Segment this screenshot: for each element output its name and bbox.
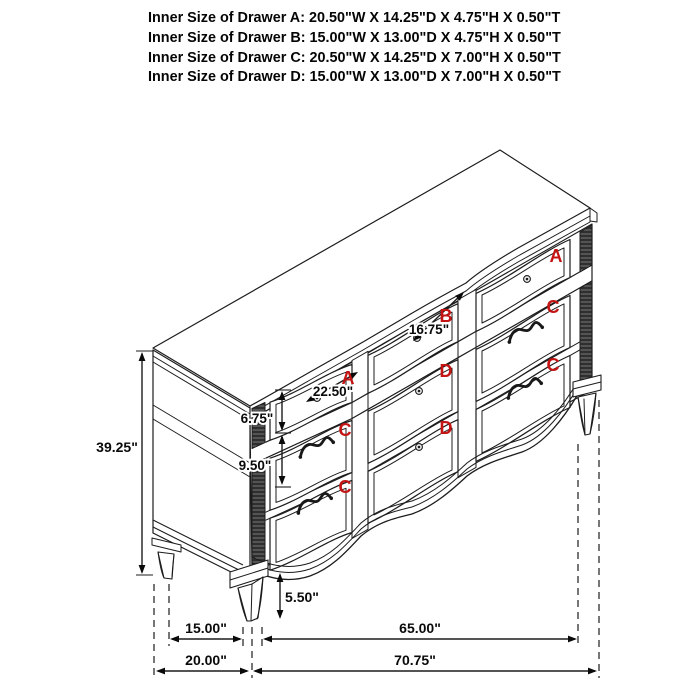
header-line-d: Inner Size of Drawer D: 15.00"W X 13.00"D X 7.00"H X 0.50"T (148, 69, 561, 86)
drawer-label-left-bottom: C (338, 477, 352, 497)
dim-leg-depth-span: 15.00" (185, 620, 227, 636)
drawer-label-mid-top: B (439, 306, 453, 326)
drawer-label-mid-bottom: D (439, 418, 453, 438)
dim-top-drawer-height: 6.75" (240, 411, 274, 426)
drawer-label-left-top: A (341, 368, 355, 388)
header-line-c: Inner Size of Drawer C: 20.50"W X 14.25"D X 7.00"H X 0.50"T (148, 49, 561, 66)
drawer-label-right-top: A (549, 246, 563, 266)
drawer-label-right-mid: C (546, 297, 560, 317)
dim-wide-drawer-width: 22.50" (312, 384, 354, 399)
dim-lower-drawer-height: 9.50" (238, 458, 272, 473)
drawer-label-mid-mid: D (439, 361, 453, 381)
header-line-b: Inner Size of Drawer B: 15.00"W X 13.00"D X 4.75"H X 0.50"T (148, 29, 561, 46)
dresser-line-art (136, 150, 601, 678)
dim-leg-height: 5.50" (285, 589, 319, 605)
header-line-a: Inner Size of Drawer A: 20.50"W X 14.25"D X 4.75"H X 0.50"T (148, 10, 561, 26)
dim-overall-width: 70.75" (394, 652, 436, 668)
dim-overall-height: 39.25" (96, 439, 138, 455)
drawer-label-right-bottom: C (546, 355, 560, 375)
drawer-label-left-mid: C (338, 420, 352, 440)
dim-front-leg-span: 65.00" (399, 620, 441, 636)
dim-narrow-drawer-width: 16.75" (408, 322, 450, 337)
dim-overall-depth: 20.00" (185, 652, 227, 668)
